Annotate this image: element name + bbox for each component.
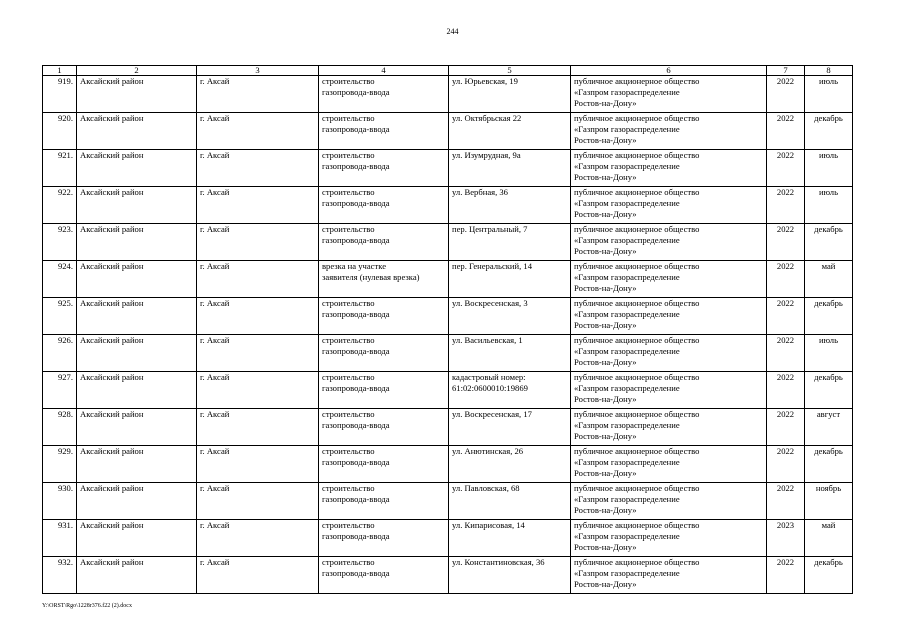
address-cell <box>449 113 571 150</box>
document-table <box>42 65 853 594</box>
month-cell: декабрь <box>805 113 853 150</box>
district-cell: Аксайский район <box>77 409 197 446</box>
address-line: ул. Анютинская, 26 <box>452 446 524 456</box>
table-row <box>43 261 853 298</box>
city-cell: г. Аксай <box>197 520 319 557</box>
table-row <box>43 187 853 224</box>
organization-line: Ростов-на-Дону» <box>574 394 637 404</box>
address-line: ул. Константиновская, 36 <box>452 557 545 567</box>
work-type-cell <box>319 483 449 520</box>
organization-line: Ростов-на-Дону» <box>574 246 637 256</box>
organization-line: Ростов-на-Дону» <box>574 98 637 108</box>
organization-line: Ростов-на-Дону» <box>574 135 637 145</box>
address-cell <box>449 76 571 113</box>
organization-cell <box>571 261 767 298</box>
address-cell <box>449 187 571 224</box>
work-type-cell <box>319 372 449 409</box>
work-type-line: газопровода-ввода <box>322 235 390 245</box>
organization-line: «Газпром газораспределение <box>574 420 680 430</box>
year-cell: 2022 <box>767 261 805 298</box>
year-cell: 2022 <box>767 335 805 372</box>
work-type-line: газопровода-ввода <box>322 568 390 578</box>
address-cell <box>449 335 571 372</box>
address-line: ул. Вербная, 36 <box>452 187 508 197</box>
table-row <box>43 372 853 409</box>
district-cell: Аксайский район <box>77 483 197 520</box>
organization-line: «Газпром газораспределение <box>574 494 680 504</box>
organization-line: публичное акционерное общество <box>574 557 700 567</box>
organization-cell <box>571 150 767 187</box>
month-cell: май <box>805 520 853 557</box>
district-cell: Аксайский район <box>77 335 197 372</box>
month-cell: июль <box>805 150 853 187</box>
year-cell: 2022 <box>767 187 805 224</box>
work-type-cell <box>319 409 449 446</box>
work-type-line: строительство <box>322 446 375 456</box>
column-header: 1 <box>43 66 77 76</box>
column-header: 5 <box>449 66 571 76</box>
organization-cell <box>571 113 767 150</box>
work-type-line: строительство <box>322 520 375 530</box>
organization-line: публичное акционерное общество <box>574 187 700 197</box>
district-cell: Аксайский район <box>77 150 197 187</box>
work-type-cell <box>319 261 449 298</box>
work-type-line: газопровода-ввода <box>322 198 390 208</box>
address-cell <box>449 298 571 335</box>
table-row <box>43 483 853 520</box>
year-cell: 2022 <box>767 446 805 483</box>
work-type-cell <box>319 224 449 261</box>
organization-line: Ростов-на-Дону» <box>574 172 637 182</box>
organization-line: публичное акционерное общество <box>574 113 700 123</box>
organization-line: публичное акционерное общество <box>574 372 700 382</box>
organization-line: «Газпром газораспределение <box>574 568 680 578</box>
work-type-line: строительство <box>322 187 375 197</box>
work-type-line: строительство <box>322 150 375 160</box>
organization-cell <box>571 446 767 483</box>
year-cell: 2022 <box>767 298 805 335</box>
table-row <box>43 557 853 594</box>
work-type-line: газопровода-ввода <box>322 457 390 467</box>
address-cell <box>449 483 571 520</box>
year-cell: 2022 <box>767 409 805 446</box>
row-number-cell: 932. <box>43 557 77 594</box>
month-cell: май <box>805 261 853 298</box>
city-cell: г. Аксай <box>197 76 319 113</box>
row-number-cell: 931. <box>43 520 77 557</box>
district-cell: Аксайский район <box>77 113 197 150</box>
work-type-line: газопровода-ввода <box>322 420 390 430</box>
organization-line: «Газпром газораспределение <box>574 346 680 356</box>
month-cell: июль <box>805 76 853 113</box>
table-row <box>43 409 853 446</box>
organization-cell <box>571 557 767 594</box>
table-row <box>43 224 853 261</box>
city-cell: г. Аксай <box>197 224 319 261</box>
district-cell: Аксайский район <box>77 261 197 298</box>
address-line: 61:02:0600010:19869 <box>452 383 528 393</box>
work-type-line: строительство <box>322 76 375 86</box>
organization-cell <box>571 76 767 113</box>
city-cell: г. Аксай <box>197 409 319 446</box>
month-cell: декабрь <box>805 446 853 483</box>
district-cell: Аксайский район <box>77 557 197 594</box>
organization-cell <box>571 187 767 224</box>
city-cell: г. Аксай <box>197 150 319 187</box>
organization-line: публичное акционерное общество <box>574 335 700 345</box>
work-type-cell <box>319 187 449 224</box>
table-row <box>43 520 853 557</box>
row-number-cell: 926. <box>43 335 77 372</box>
month-cell: декабрь <box>805 224 853 261</box>
month-cell: ноябрь <box>805 483 853 520</box>
organization-cell <box>571 483 767 520</box>
organization-cell <box>571 224 767 261</box>
city-cell: г. Аксай <box>197 261 319 298</box>
column-header: 8 <box>805 66 853 76</box>
organization-line: «Газпром газораспределение <box>574 531 680 541</box>
row-number-cell: 920. <box>43 113 77 150</box>
city-cell: г. Аксай <box>197 446 319 483</box>
district-cell: Аксайский район <box>77 520 197 557</box>
month-cell: декабрь <box>805 298 853 335</box>
table-row <box>43 335 853 372</box>
work-type-line: газопровода-ввода <box>322 383 390 393</box>
organization-line: публичное акционерное общество <box>574 483 700 493</box>
column-header: 6 <box>571 66 767 76</box>
address-line: ул. Октябрьская 22 <box>452 113 522 123</box>
work-type-line: строительство <box>322 372 375 382</box>
work-type-cell <box>319 298 449 335</box>
organization-line: Ростов-на-Дону» <box>574 579 637 589</box>
column-header: 2 <box>77 66 197 76</box>
year-cell: 2023 <box>767 520 805 557</box>
month-cell: август <box>805 409 853 446</box>
organization-line: «Газпром газораспределение <box>574 198 680 208</box>
table-body <box>43 76 853 594</box>
district-cell: Аксайский район <box>77 446 197 483</box>
address-line: ул. Изумрудная, 9а <box>452 150 521 160</box>
organization-line: публичное акционерное общество <box>574 409 700 419</box>
work-type-line: газопровода-ввода <box>322 87 390 97</box>
organization-line: публичное акционерное общество <box>574 224 700 234</box>
organization-line: Ростов-на-Дону» <box>574 505 637 515</box>
address-cell <box>449 372 571 409</box>
district-cell: Аксайский район <box>77 298 197 335</box>
organization-line: Ростов-на-Дону» <box>574 320 637 330</box>
address-line: ул. Воскресенская, 17 <box>452 409 532 419</box>
work-type-line: строительство <box>322 483 375 493</box>
row-number-cell: 922. <box>43 187 77 224</box>
organization-line: Ростов-на-Дону» <box>574 542 637 552</box>
district-cell: Аксайский район <box>77 224 197 261</box>
row-number-cell: 923. <box>43 224 77 261</box>
work-type-line: строительство <box>322 335 375 345</box>
table-row <box>43 298 853 335</box>
organization-cell <box>571 372 767 409</box>
column-number-row <box>43 66 853 76</box>
work-type-line: строительство <box>322 409 375 419</box>
year-cell: 2022 <box>767 557 805 594</box>
organization-line: «Газпром газораспределение <box>574 235 680 245</box>
organization-line: публичное акционерное общество <box>574 261 700 271</box>
organization-line: публичное акционерное общество <box>574 76 700 86</box>
month-cell: декабрь <box>805 372 853 409</box>
organization-line: публичное акционерное общество <box>574 446 700 456</box>
year-cell: 2022 <box>767 113 805 150</box>
month-cell: июль <box>805 335 853 372</box>
page-number: 244 <box>446 27 459 36</box>
work-type-line: строительство <box>322 224 375 234</box>
address-line: пер. Генеральский, 14 <box>452 261 533 271</box>
city-cell: г. Аксай <box>197 557 319 594</box>
address-line: ул. Юрьевская, 19 <box>452 76 518 86</box>
organization-cell <box>571 409 767 446</box>
year-cell: 2022 <box>767 483 805 520</box>
work-type-cell <box>319 113 449 150</box>
work-type-line: газопровода-ввода <box>322 124 390 134</box>
city-cell: г. Аксай <box>197 298 319 335</box>
work-type-cell <box>319 335 449 372</box>
address-line: ул. Кипарисовая, 14 <box>452 520 525 530</box>
footer-file-path: Y:\ORST\Rgo\1228r376.f22 (2).docx <box>42 603 132 609</box>
city-cell: г. Аксай <box>197 483 319 520</box>
year-cell: 2022 <box>767 76 805 113</box>
address-cell <box>449 520 571 557</box>
address-cell <box>449 261 571 298</box>
organization-line: Ростов-на-Дону» <box>574 468 637 478</box>
table-row <box>43 446 853 483</box>
work-type-line: заявителя (нулевая врезка) <box>322 272 420 282</box>
address-line: кадастровый номер: <box>452 372 526 382</box>
table-row <box>43 113 853 150</box>
city-cell: г. Аксай <box>197 335 319 372</box>
organization-line: Ростов-на-Дону» <box>574 357 637 367</box>
address-cell <box>449 224 571 261</box>
organization-line: «Газпром газораспределение <box>574 383 680 393</box>
address-line: пер. Центральный, 7 <box>452 224 528 234</box>
organization-line: «Газпром газораспределение <box>574 457 680 467</box>
organization-line: «Газпром газораспределение <box>574 161 680 171</box>
city-cell: г. Аксай <box>197 187 319 224</box>
organization-line: «Газпром газораспределение <box>574 87 680 97</box>
year-cell: 2022 <box>767 150 805 187</box>
district-cell: Аксайский район <box>77 372 197 409</box>
organization-line: «Газпром газораспределение <box>574 272 680 282</box>
work-type-cell <box>319 76 449 113</box>
work-type-line: газопровода-ввода <box>322 309 390 319</box>
column-header: 3 <box>197 66 319 76</box>
address-cell <box>449 150 571 187</box>
address-line: ул. Воскресенская, 3 <box>452 298 528 308</box>
month-cell: июль <box>805 187 853 224</box>
row-number-cell: 927. <box>43 372 77 409</box>
organization-cell <box>571 520 767 557</box>
work-type-line: газопровода-ввода <box>322 494 390 504</box>
work-type-line: газопровода-ввода <box>322 346 390 356</box>
organization-line: Ростов-на-Дону» <box>574 209 637 219</box>
organization-line: «Газпром газораспределение <box>574 309 680 319</box>
address-cell <box>449 446 571 483</box>
organization-line: Ростов-на-Дону» <box>574 283 637 293</box>
work-type-line: строительство <box>322 113 375 123</box>
row-number-cell: 921. <box>43 150 77 187</box>
organization-line: «Газпром газораспределение <box>574 124 680 134</box>
row-number-cell: 930. <box>43 483 77 520</box>
city-cell: г. Аксай <box>197 372 319 409</box>
organization-line: публичное акционерное общество <box>574 298 700 308</box>
work-type-line: строительство <box>322 298 375 308</box>
column-header: 7 <box>767 66 805 76</box>
organization-cell <box>571 335 767 372</box>
row-number-cell: 925. <box>43 298 77 335</box>
city-cell: г. Аксай <box>197 113 319 150</box>
organization-line: Ростов-на-Дону» <box>574 431 637 441</box>
row-number-cell: 929. <box>43 446 77 483</box>
work-type-cell <box>319 150 449 187</box>
month-cell: декабрь <box>805 557 853 594</box>
district-cell: Аксайский район <box>77 76 197 113</box>
work-type-cell <box>319 557 449 594</box>
work-type-cell <box>319 446 449 483</box>
column-header: 4 <box>319 66 449 76</box>
district-cell: Аксайский район <box>77 187 197 224</box>
work-type-cell <box>319 520 449 557</box>
work-type-line: строительство <box>322 557 375 567</box>
work-type-line: газопровода-ввода <box>322 531 390 541</box>
address-cell <box>449 557 571 594</box>
row-number-cell: 924. <box>43 261 77 298</box>
address-line: ул. Васильевская, 1 <box>452 335 523 345</box>
year-cell: 2022 <box>767 372 805 409</box>
row-number-cell: 919. <box>43 76 77 113</box>
organization-cell <box>571 298 767 335</box>
organization-line: публичное акционерное общество <box>574 520 700 530</box>
address-cell <box>449 409 571 446</box>
work-type-line: врезка на участке <box>322 261 387 271</box>
address-line: ул. Павловская, 68 <box>452 483 520 493</box>
organization-line: публичное акционерное общество <box>574 150 700 160</box>
table-row <box>43 76 853 113</box>
table-row <box>43 150 853 187</box>
year-cell: 2022 <box>767 224 805 261</box>
row-number-cell: 928. <box>43 409 77 446</box>
work-type-line: газопровода-ввода <box>322 161 390 171</box>
